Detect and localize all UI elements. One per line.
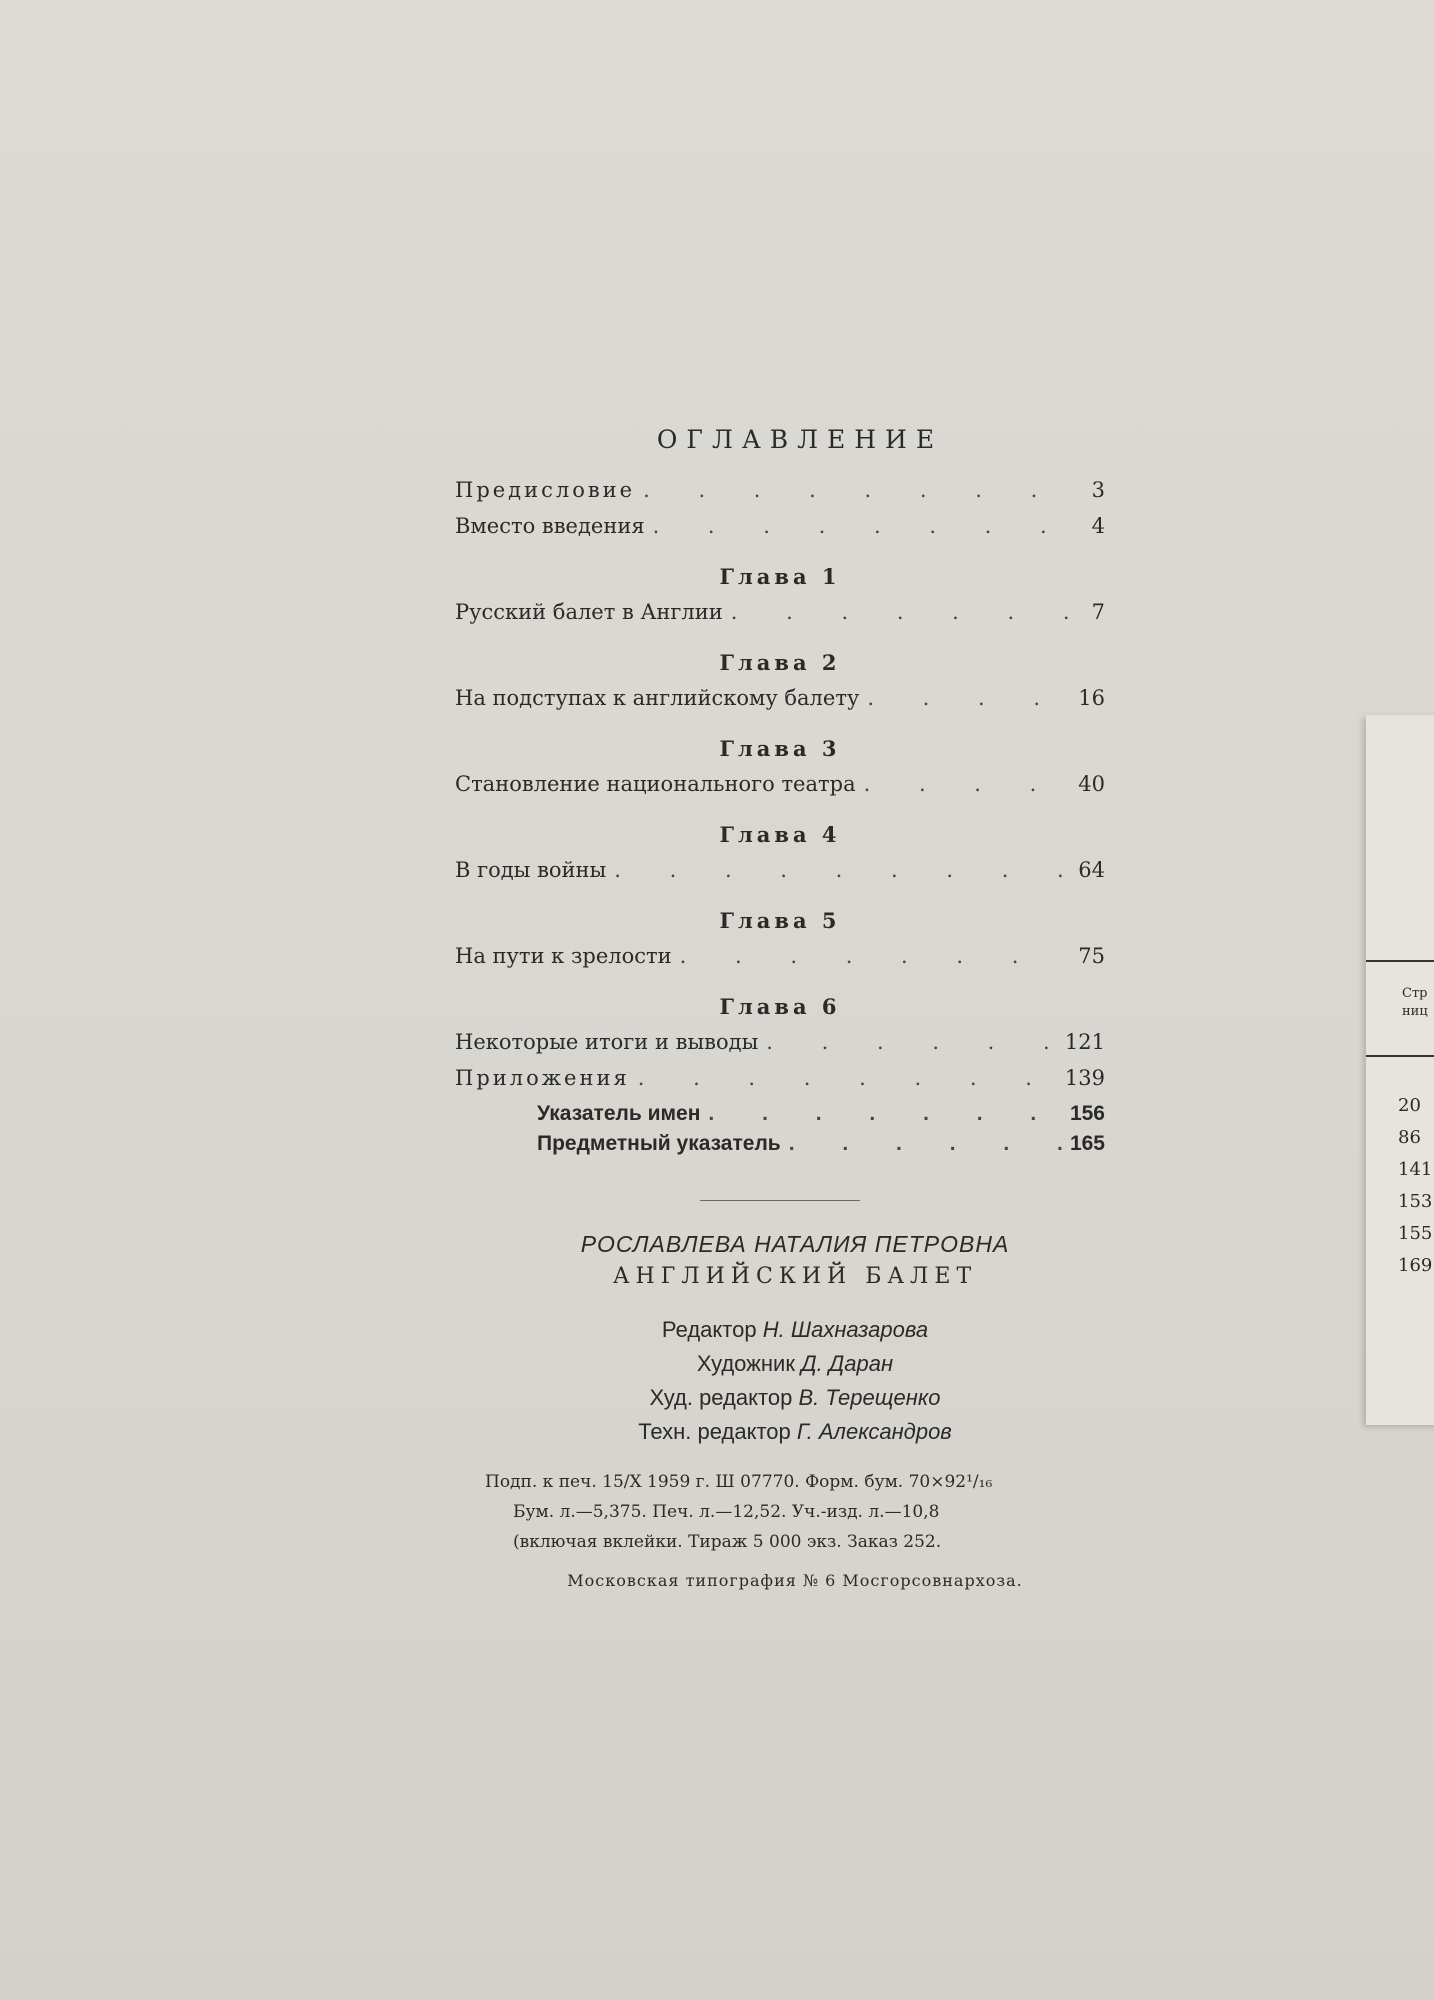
credit-name: В. Терещенко <box>798 1385 941 1410</box>
credit-role: Техн. редактор <box>638 1419 791 1444</box>
toc-entry-page: 40 <box>1078 772 1105 796</box>
toc-entry-label: На подступах к английскому балету <box>455 686 860 710</box>
credit-line <box>485 1381 1105 1415</box>
toc-entry-page: 121 <box>1064 1030 1105 1054</box>
toc-entry-page: 75 <box>1078 944 1105 968</box>
toc-entry-preface <box>455 478 1105 514</box>
toc-entry-appendix <box>455 1066 1105 1102</box>
credit-role: Худ. редактор <box>649 1385 793 1410</box>
dot-leader <box>789 1132 1064 1156</box>
chapter-heading: Глава 1 <box>719 564 841 589</box>
dot-leader <box>867 686 1069 710</box>
divider <box>700 1200 860 1201</box>
page-number: 155 <box>1398 1223 1433 1244</box>
toc-entry-label: Русский балет в Англии <box>455 600 723 624</box>
page-number-column <box>1398 1090 1432 1282</box>
toc-entry-label: Некоторые итоги и выводы <box>455 1030 759 1054</box>
dot-leader <box>708 1102 1064 1126</box>
toc-entry-chapter-6 <box>455 1030 1105 1066</box>
toc-entry-subject-index <box>455 1132 1105 1162</box>
credit-line <box>485 1313 1105 1347</box>
dot-leader <box>864 772 1069 796</box>
chapter-heading: Глава 5 <box>719 908 841 933</box>
toc-entry-page: 16 <box>1078 686 1105 710</box>
dot-leader <box>653 514 1069 538</box>
toc-entry-page: 4 <box>1091 514 1105 538</box>
toc-entry-label: Становление национального театра <box>455 772 856 796</box>
toc-entry-chapter-1 <box>455 600 1105 636</box>
chapter-heading: Глава 6 <box>719 994 841 1019</box>
credit-name: Д. Даран <box>801 1351 894 1376</box>
dot-leader <box>614 858 1069 882</box>
toc-entry-page: 139 <box>1064 1066 1105 1090</box>
toc-entry-label: Предметный указатель <box>537 1132 781 1155</box>
colophon <box>485 1231 1105 1590</box>
toc-entry-chapter-5 <box>455 944 1105 980</box>
imprint-line: (включая вклейки. Тираж 5 000 экз. Заказ 252. <box>513 1532 942 1552</box>
imprint <box>485 1467 1105 1557</box>
adjacent-sheet <box>1366 715 1434 1425</box>
toc-entry-names-index <box>455 1102 1105 1132</box>
toc-entry-label: Предисловие <box>455 478 636 502</box>
toc-entry-chapter-3 <box>455 772 1105 808</box>
toc-entry-label: Приложения <box>455 1066 630 1090</box>
credit-name: Г. Александров <box>796 1419 952 1444</box>
imprint-line: Бум. л.—5,375. Печ. л.—12,52. Уч.-изд. л.—10,8 <box>513 1502 940 1522</box>
chapter-heading: Глава 2 <box>719 650 841 675</box>
toc-entry-label: Вместо введения <box>455 514 645 538</box>
toc-entry-label: Указатель имен <box>537 1102 701 1125</box>
book-title: АНГЛИЙСКИЙ БАЛЕТ <box>612 1264 978 1289</box>
page-number: 169 <box>1398 1255 1433 1276</box>
credit-line <box>485 1415 1105 1449</box>
credits <box>485 1313 1105 1449</box>
rule <box>1366 960 1434 962</box>
toc-entry-page: 3 <box>1091 478 1105 502</box>
toc-entry-chapter-4 <box>455 858 1105 894</box>
imprint-line: Подп. к печ. 15/X 1959 г. Ш 07770. Форм. бум. 70×92¹/₁₆ <box>485 1472 993 1492</box>
toc-title: ОГЛАВЛЕНИЕ <box>656 425 944 454</box>
page-number: 20 <box>1398 1095 1421 1116</box>
column-header-line: Стр <box>1402 986 1428 1001</box>
credit-name: Н. Шахназарова <box>762 1317 929 1342</box>
rule <box>1366 1055 1434 1057</box>
credit-line <box>485 1347 1105 1381</box>
credit-role: Художник <box>696 1351 795 1376</box>
dot-leader <box>766 1030 1059 1054</box>
page-number: 141 <box>1398 1159 1433 1180</box>
page-number: 86 <box>1398 1127 1421 1148</box>
column-header-line: ниц <box>1402 1004 1428 1019</box>
toc-entry-page: 64 <box>1078 858 1105 882</box>
dot-leader <box>643 478 1069 502</box>
printing-house: Московская типография № 6 Мосгорсовнархоза. <box>567 1571 1023 1590</box>
dot-leader <box>731 600 1069 624</box>
chapter-heading: Глава 4 <box>719 822 841 847</box>
toc-entry-label: В годы войны <box>455 858 607 882</box>
toc-entry-chapter-2 <box>455 686 1105 722</box>
toc-entry-intro <box>455 514 1105 550</box>
dot-leader <box>680 944 1069 968</box>
table-of-contents <box>455 425 1105 1590</box>
chapter-heading: Глава 3 <box>719 736 841 761</box>
author-name: РОСЛАВЛЕВА НАТАЛИЯ ПЕТРОВНА <box>580 1231 1010 1257</box>
toc-entry-page: 156 <box>1069 1102 1105 1125</box>
toc-entry-page: 165 <box>1069 1132 1105 1155</box>
credit-role: Редактор <box>661 1317 757 1342</box>
dot-leader <box>638 1066 1059 1090</box>
toc-entry-page: 7 <box>1091 600 1105 624</box>
page-number: 153 <box>1398 1191 1433 1212</box>
column-header <box>1402 985 1428 1021</box>
toc-entry-label: На пути к зрелости <box>455 944 672 968</box>
